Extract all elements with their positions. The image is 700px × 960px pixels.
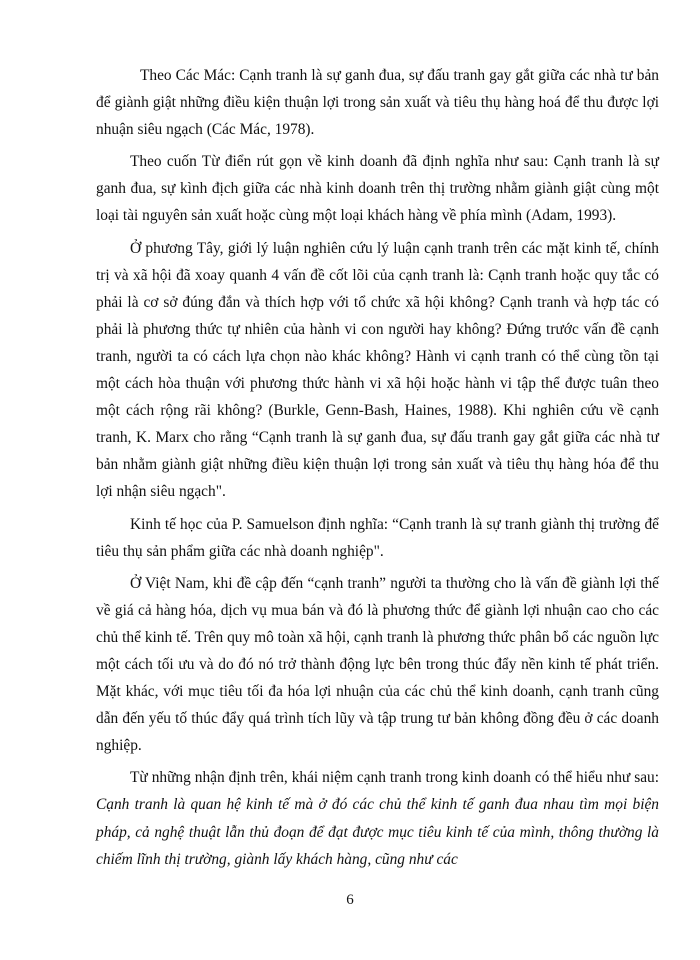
paragraph-vietnam-view: Ở Việt Nam, khi đề cập đến “cạnh tranh” người ta thường cho là vấn đề giành lợi thế về giá cả hàng hóa, dịch vụ mua bán và đó là phương thức để giành lợi nhuận cao cho các chủ thể kinh tế. Trên quy mô toàn xã hội, cạnh tranh là phương thức phân bổ các nguồn lực một cách tối ưu và do đó nó trở thành động lực bên trong thúc đẩy nền kinh tế phát triển. Mặt khác, với mục tiêu tối đa hóa lợi nhuận của các chủ thể kinh doanh, cạnh tranh cũng dẫn đến yếu tố thúc đẩy quá trình tích lũy và tập trung tư bản không đồng đều ở các doanh nghiệp. <box>96 574 659 755</box>
paragraph-dictionary-definition: Theo cuốn Từ điển rút gọn về kinh doanh đã định nghĩa như sau: Cạnh tranh là sự ganh đua, sự kình địch giữa các nhà kinh doanh trên thị trường nhằm giành giật cùng một loại tài nguyên sản xuất hoặc cùng một loại khách hàng về phía mình (Adam, 1993). <box>96 153 659 225</box>
conclusion-lead-text: Từ những nhận định trên, khái niệm cạnh tranh trong kinh doanh có thể hiểu như sau: <box>130 769 659 787</box>
paragraph-marx-definition: Theo Các Mác: Cạnh tranh là sự ganh đua, sự đấu tranh gay gắt giữa các nhà tư bản để giành giật những điều kiện thuận lợi trong sản xuất và tiêu thụ hàng hoá để thu được lợi nhuận siêu ngạch (Các Mác, 1978). <box>96 67 659 139</box>
paragraph-conclusion <box>96 764 659 872</box>
paragraph-western-theory: Ở phương Tây, giới lý luận nghiên cứu lý luận cạnh tranh trên các mặt kinh tế, chính trị và xã hội đã xoay quanh 4 vấn đề cốt lõi của cạnh tranh là: Cạnh tranh hoặc quy tắc có phải là cơ sở đúng đắn và thích hợp với tổ chức xã hội không? Cạnh tranh và hợp tác có phải là phương thức tự nhiên của hành vi con người hay không? Đứng trước vấn đề cạnh tranh, người ta có cách lựa chọn nào khác không? Hành vi cạnh tranh có thể cùng tồn tại một cách hòa thuận với phương thức hành vi xã hội hoặc hành vi tập thể được tuân theo một cách rộng rãi không? (Burkle, Genn-Bash, Haines, 1988). Khi nghiên cứu về cạnh tranh, K. Marx cho rằng “Cạnh tranh là sự ganh đua, sự đấu tranh gay gắt giữa các nhà tư bản nhằm giành giật những điều kiện thuận lợi trong sản xuất và tiêu thụ hàng hóa để thu lợi nhận siêu ngạch". <box>96 239 659 501</box>
page-number: 6 <box>346 892 354 908</box>
body-text <box>96 62 659 873</box>
conclusion-italic-definition: Cạnh tranh là quan hệ kinh tế mà ở đó các chủ thể kinh tế ganh đua nhau tìm mọi biện pháp, cả nghệ thuật lẫn thủ đoạn để đạt được mục tiêu kinh tế của mình, thông thường là chiếm lĩnh thị trường, giành lấy khách hàng, cũng như các <box>96 796 659 868</box>
paragraph-samuelson-definition: Kinh tế học của P. Samuelson định nghĩa: “Cạnh tranh là sự tranh giành thị trường để tiêu thụ sản phẩm giữa các nhà doanh nghiệp". <box>96 515 659 560</box>
